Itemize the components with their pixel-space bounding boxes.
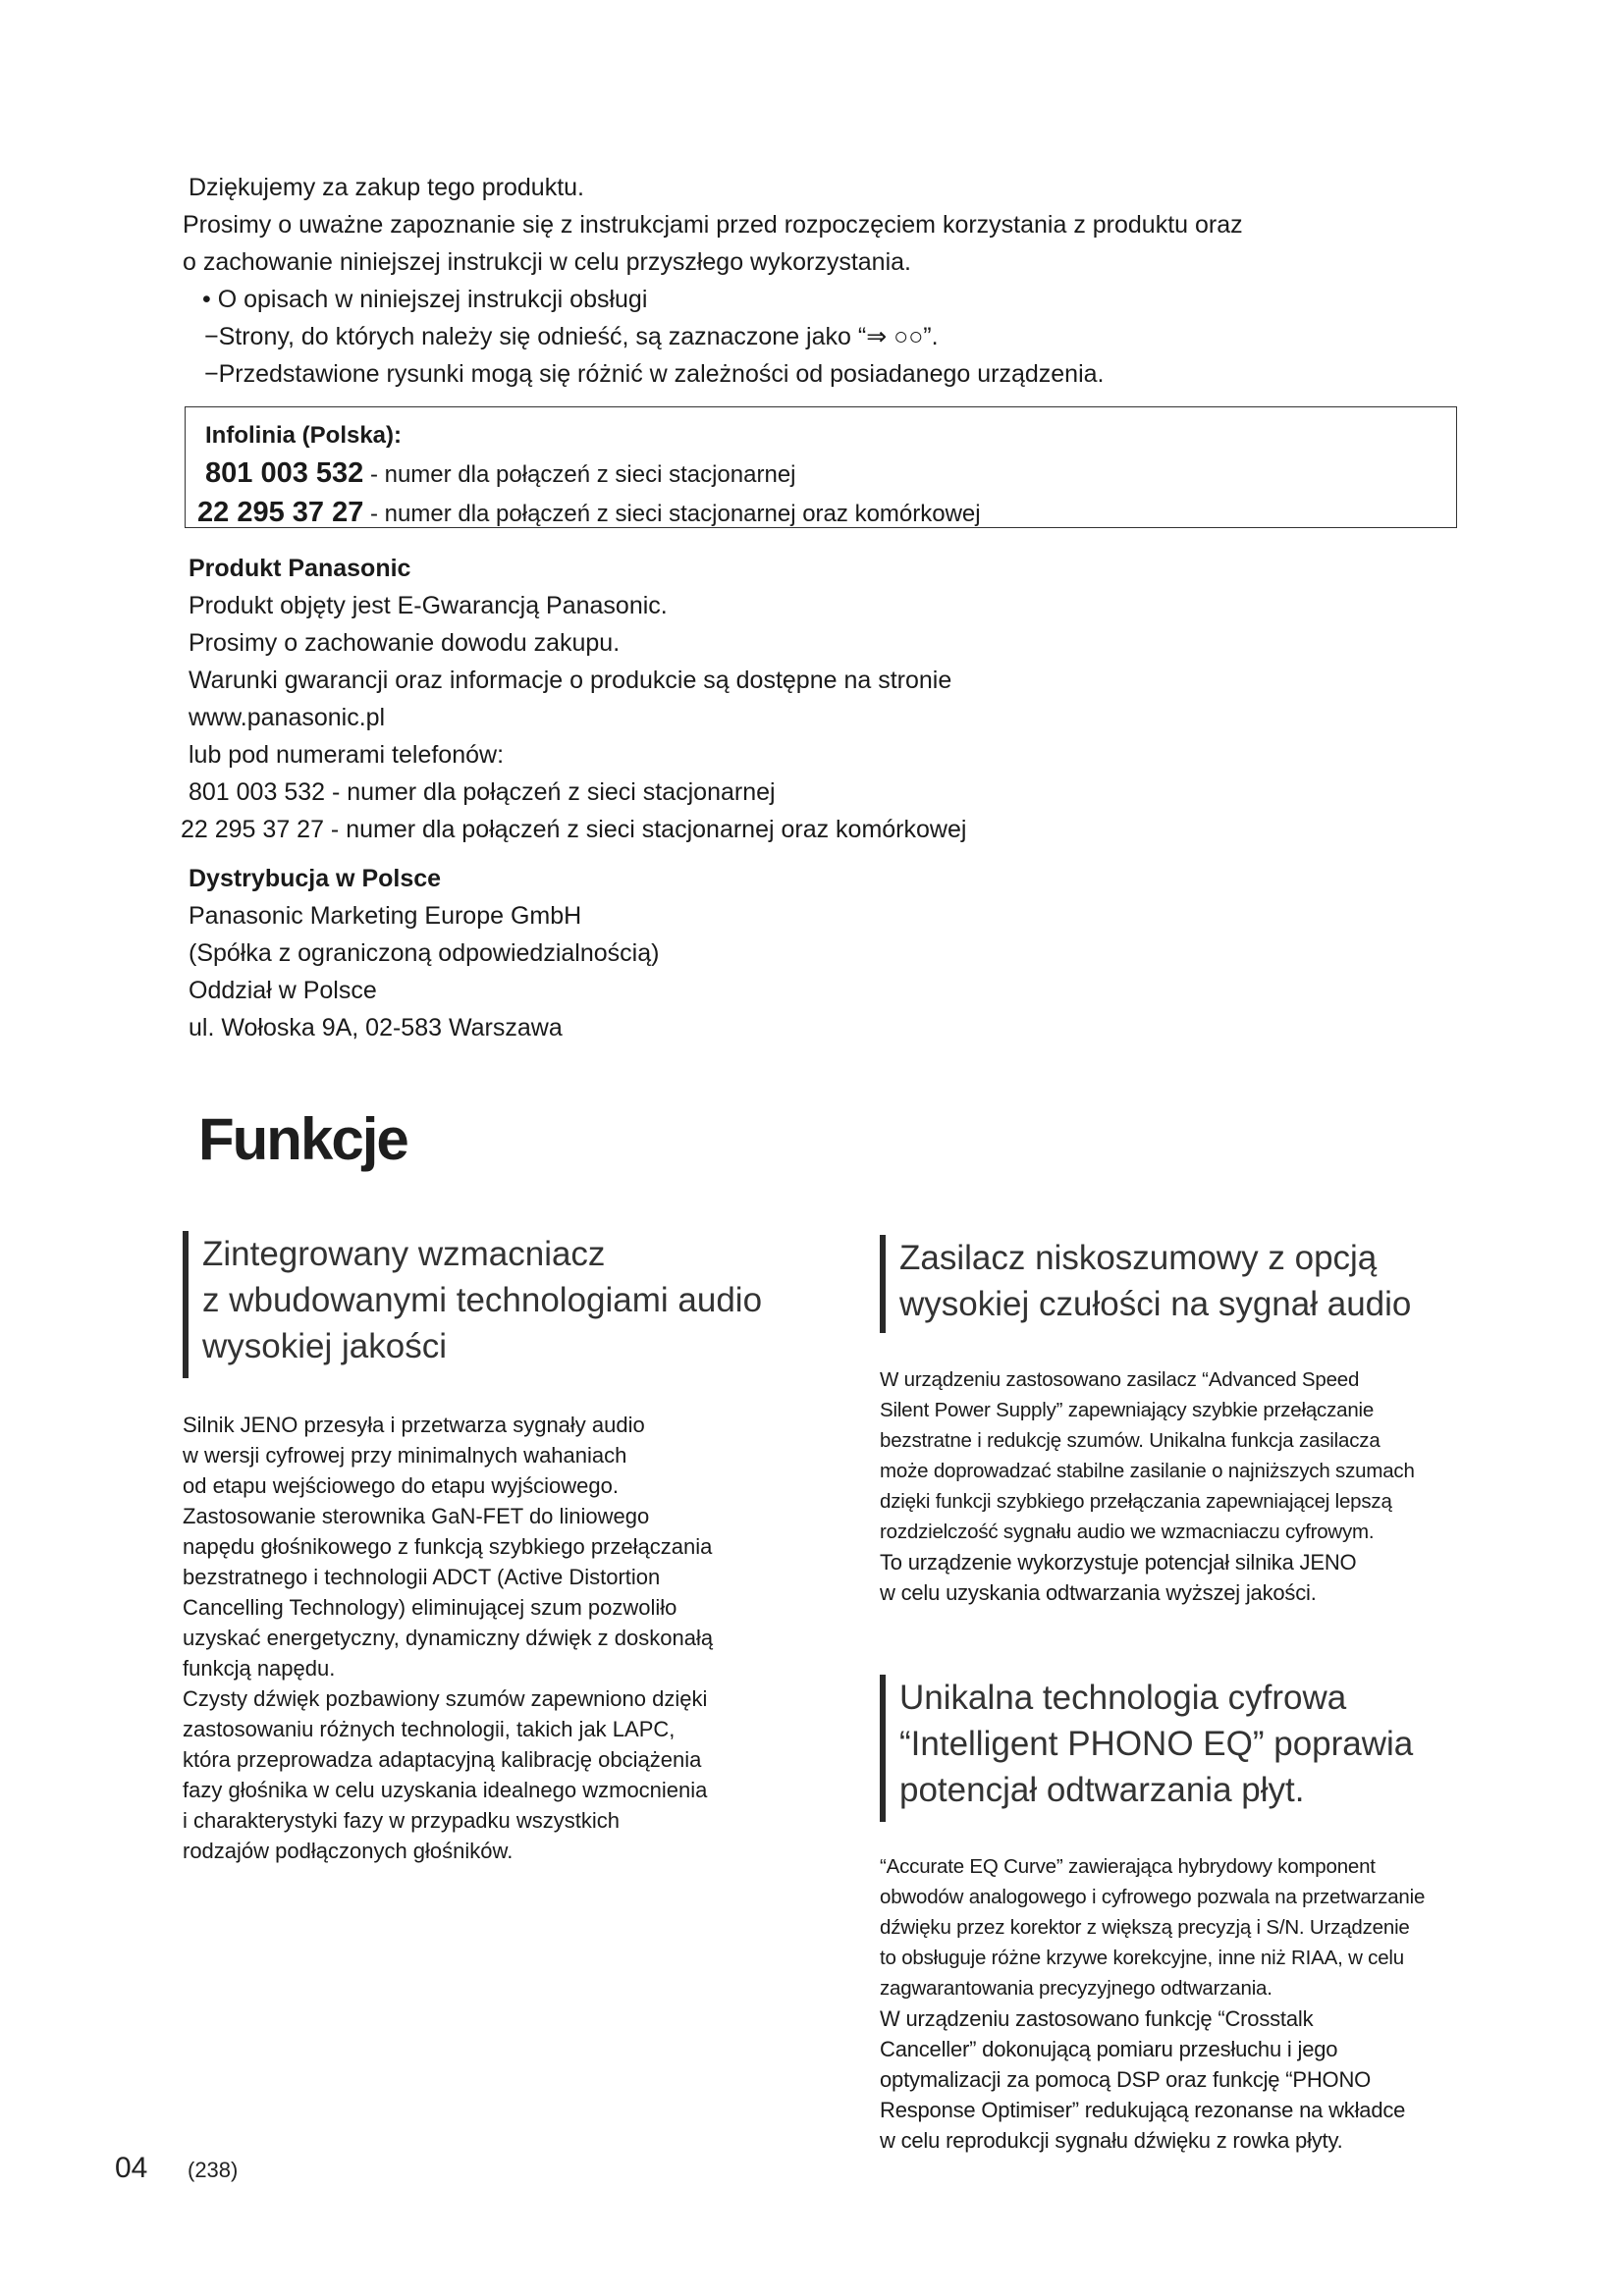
feature-3-body-line: “Accurate EQ Curve” zawierająca hybrydowy komponent <box>880 1855 1376 1878</box>
dystrybucja-line: (Spółka z ograniczoną odpowiedzialnością) <box>189 939 660 967</box>
infolinia-phone-row-2 <box>197 494 1456 533</box>
dystrybucja-line: ul. Wołoska 9A, 02-583 Warszawa <box>189 1014 563 1041</box>
feature-2-heading-line: Zasilacz niskoszumowy z opcją <box>899 1239 1378 1277</box>
produkt-line: 22 295 37 27 - numer dla połączeń z sieci stacjonarnej oraz komórkowej <box>181 816 967 843</box>
dystrybucja-section <box>189 860 1367 1046</box>
feature-3-heading-line: Unikalna technologia cyfrowa <box>899 1679 1347 1717</box>
infolinia-phone-1: 801 003 532 <box>205 457 364 489</box>
dystrybucja-line: Panasonic Marketing Europe GmbH <box>189 902 582 930</box>
feature-2-body-line: dzięki funkcji szybkiego przełączania zapewniającej lepszą <box>880 1490 1392 1513</box>
feature-3-body-line: to obsługuje różne krzywe korekcyjne, inne niż RIAA, w celu <box>880 1947 1404 1969</box>
feature-1-body-line: bezstratnego i technologii ADCT (Active Distortion <box>183 1565 661 1589</box>
infolinia-phone-2: 22 295 37 27 <box>197 497 364 528</box>
infolinia-phone-1-desc: - numer dla połączeń z sieci stacjonarnej <box>363 461 796 488</box>
feature-3-body-line: w celu reprodukcji sygnału dźwięku z rowka płyty. <box>880 2128 1343 2153</box>
feature-1-heading-line: Zintegrowany wzmacniacz <box>202 1235 606 1273</box>
feature-2-body-line: bezstratne i redukcję szumów. Unikalna funkcja zasilacza <box>880 1429 1380 1452</box>
feature-3-body-line: zagwarantowania precyzyjnego odtwarzania. <box>880 1977 1272 2000</box>
feature-1-heading-line: z wbudowanymi technologiami audio <box>202 1281 763 1319</box>
feature-1-body <box>183 1410 713 1866</box>
feature-3-body-line: Response Optimiser” redukującą rezonanse na wkładce <box>880 2098 1406 2122</box>
feature-1-body-line: i charakterystyki fazy w przypadku wszystkich <box>183 1808 621 1833</box>
produkt-line: Warunki gwarancji oraz informacje o produkcie są dostępne na stronie <box>189 667 952 694</box>
feature-3-body-line: Canceller” dokonującą pomiaru przesłuchu i jego <box>880 2037 1338 2061</box>
intro-line-3: o zachowanie niniejszej instrukcji w celu przyszłego wykorzystania. <box>183 248 911 276</box>
produkt-line: Prosimy o zachowanie dowodu zakupu. <box>189 629 621 657</box>
feature-3-body <box>880 1851 1425 2156</box>
feature-1-body-line: napędu głośnikowego z funkcją szybkiego przełączania <box>183 1534 713 1559</box>
intro-text <box>183 169 1459 393</box>
intro-dash-1: −Strony, do których należy się odnieść, są zaznaczone jako “⇒ ○○”. <box>204 323 939 350</box>
dystrybucja-line: Oddział w Polsce <box>189 977 377 1004</box>
intro-dash-2: −Przedstawione rysunki mogą się różnić w zależności od posiadanego urządzenia. <box>204 360 1105 388</box>
produkt-line: lub pod numerami telefonów: <box>189 741 505 769</box>
feature-1-heading-line: wysokiej jakości <box>202 1327 447 1365</box>
feature-2-heading <box>880 1235 1411 1333</box>
feature-1-body-line: funkcją napędu. <box>183 1656 336 1681</box>
intro-thanks: Dziękujemy za zakup tego produktu. <box>189 174 584 201</box>
produkt-heading: Produkt Panasonic <box>189 555 411 582</box>
produkt-section <box>181 550 1367 848</box>
feature-2-body-line: może doprowadzać stabilne zasilanie o najniższych szumach <box>880 1460 1415 1482</box>
feature-1-body-line: Zastosowanie sterownika GaN-FET do liniowego <box>183 1504 650 1528</box>
feature-2-body <box>880 1364 1415 1608</box>
produkt-line: 801 003 532 - numer dla połączeń z sieci stacjonarnej <box>189 778 776 806</box>
feature-1-body-line: która przeprowadza adaptacyjną kalibrację obciążenia <box>183 1747 702 1772</box>
feature-1-body-line: w wersji cyfrowej przy minimalnych wahaniach <box>183 1443 627 1468</box>
feature-3-body-line: dźwięku przez korektor z większą precyzją i S/N. Urządzenie <box>880 1916 1410 1939</box>
feature-3-heading-line: “Intelligent PHONO EQ” poprawia <box>899 1725 1414 1763</box>
infolinia-phone-2-desc: - numer dla połączeń z sieci stacjonarnej oraz komórkowej <box>363 501 981 527</box>
feature-1-body-line: uzyskać energetyczny, dynamiczny dźwięk z doskonałą <box>183 1626 714 1650</box>
infolinia-box <box>185 406 1457 528</box>
feature-2-heading-line: wysokiej czułości na sygnał audio <box>899 1285 1412 1323</box>
produkt-line: Produkt objęty jest E-Gwarancją Panasonic. <box>189 592 668 619</box>
infolinia-phone-row-1 <box>205 454 1456 494</box>
page-number: 04 <box>115 2152 148 2184</box>
feature-2-body-line: To urządzenie wykorzystuje potencjał silnika JENO <box>880 1550 1357 1575</box>
feature-1-body-line: Silnik JENO przesyła i przetwarza sygnały audio <box>183 1413 645 1437</box>
feature-2-body-line: w celu uzyskania odtwarzania wyższej jakości. <box>880 1580 1317 1605</box>
feature-1-body-line: Czysty dźwięk pozbawiony szumów zapewniono dzięki <box>183 1686 708 1711</box>
funkcje-title: Funkcje <box>198 1106 407 1172</box>
feature-2-body-line: Silent Power Supply” zapewniający szybkie przełączanie <box>880 1399 1375 1421</box>
feature-2-body-line: W urządzeniu zastosowano zasilacz “Advanced Speed <box>880 1368 1360 1391</box>
feature-1-heading <box>183 1231 762 1378</box>
page-reference: (238) <box>188 2158 239 2182</box>
intro-bullet: • O opisach w niniejszej instrukcji obsługi <box>202 286 648 313</box>
feature-1-body-line: od etapu wejściowego do etapu wyjściowego. <box>183 1473 619 1498</box>
feature-3-body-line: W urządzeniu zastosowano funkcję “Crosstalk <box>880 2006 1314 2031</box>
feature-2-body-line: rozdzielczość sygnału audio we wzmacniaczu cyfrowym. <box>880 1521 1375 1543</box>
feature-3-body-line: optymalizacji za pomocą DSP oraz funkcję “PHONO <box>880 2067 1372 2092</box>
feature-3-heading <box>880 1675 1413 1822</box>
intro-line-2: Prosimy o uważne zapoznanie się z instrukcjami przed rozpoczęciem korzystania z produktu oraz <box>183 211 1243 239</box>
dystrybucja-heading: Dystrybucja w Polsce <box>189 865 442 892</box>
feature-3-heading-line: potencjał odtwarzania płyt. <box>899 1771 1305 1809</box>
feature-1-body-line: zastosowaniu różnych technologii, takich jak LAPC, <box>183 1717 676 1741</box>
feature-1-body-line: Cancelling Technology) eliminującej szum pozwoliło <box>183 1595 677 1620</box>
feature-3-body-line: obwodów analogowego i cyfrowego pozwala na przetwarzanie <box>880 1886 1426 1908</box>
produkt-url: www.panasonic.pl <box>189 704 386 731</box>
infolinia-title: Infolinia (Polska): <box>205 422 403 449</box>
feature-1-body-line: rodzajów podłączonych głośników. <box>183 1839 514 1863</box>
feature-1-body-line: fazy głośnika w celu uzyskania idealnego wzmocnienia <box>183 1778 708 1802</box>
